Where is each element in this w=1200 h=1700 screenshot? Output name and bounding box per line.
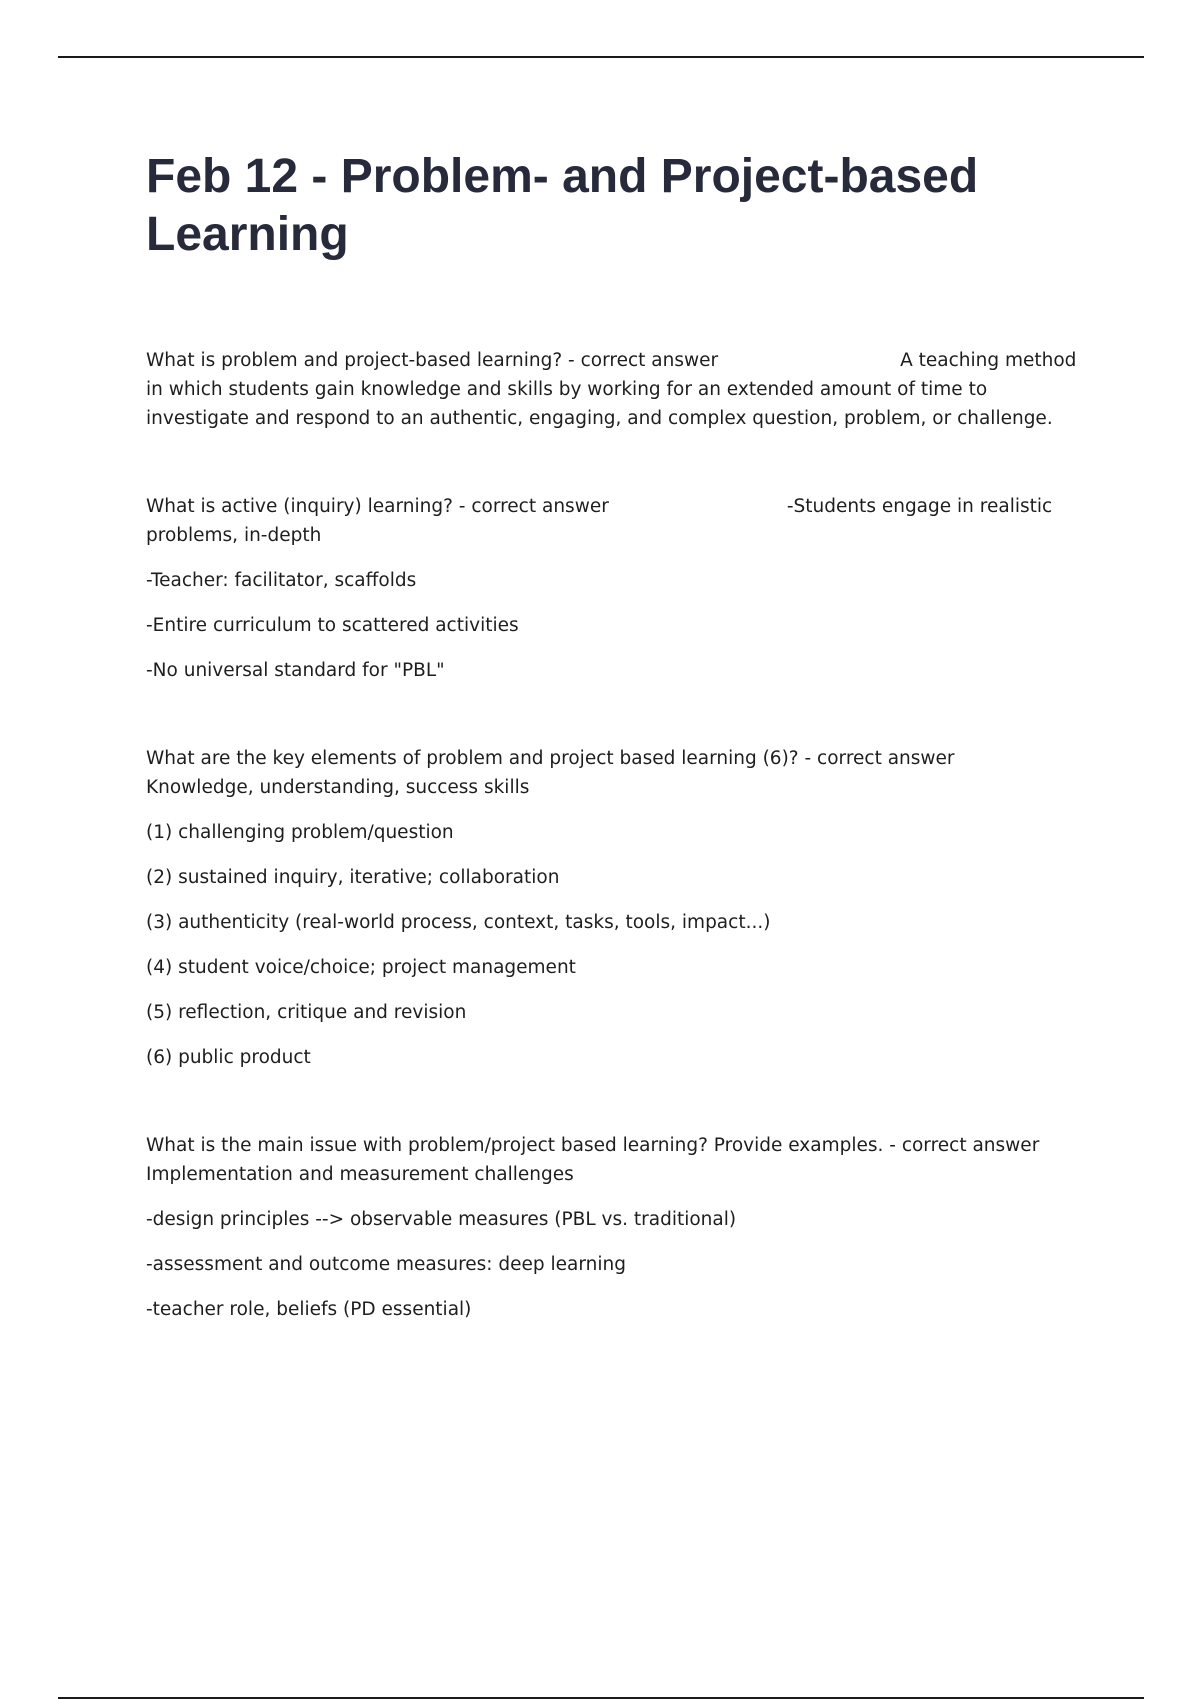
answer-text: Implementation and measurement challenges	[146, 1164, 574, 1185]
list-item: (4) student voice/choice; project management	[146, 957, 576, 978]
question-text: What is active (inquiry) learning? - correct answer	[146, 496, 609, 517]
list-item: (5) reflection, critique and revision	[146, 1002, 467, 1023]
answer-text: A teaching method in which students gain knowledge and skills by working for an extended amount of time to investigate and respond to an authentic, engaging, and complex question, problem, or challenge.	[146, 350, 1077, 429]
qa-section-4	[146, 1131, 1094, 1324]
qa-section-1	[146, 346, 1094, 433]
bottom-rule	[58, 1697, 1144, 1699]
qa-text	[146, 492, 1094, 550]
qa-section-2	[146, 492, 1094, 685]
answer-text: -Students engage in realistic problems, in-depth	[146, 496, 1053, 546]
list-item: -Entire curriculum to scattered activities	[146, 615, 519, 636]
document-body	[146, 346, 1094, 1383]
top-rule	[58, 56, 1144, 58]
list-item: (3) authenticity (real-world process, context, tasks, tools, impact...)	[146, 912, 771, 933]
list-item: -No universal standard for "PBL"	[146, 660, 445, 681]
list-item: (1) challenging problem/question	[146, 822, 454, 843]
qa-text	[146, 346, 1094, 433]
answer-text: Knowledge, understanding, success skills	[146, 777, 530, 798]
qa-text	[146, 1131, 1094, 1189]
list-item: (2) sustained inquiry, iterative; collaboration	[146, 867, 560, 888]
list-item: -assessment and outcome measures: deep learning	[146, 1254, 627, 1275]
question-text: What is problem and project-based learning? - correct answer	[146, 350, 719, 371]
list-item: -design principles --> observable measures (PBL vs. traditional)	[146, 1209, 737, 1230]
list-item: -Teacher: facilitator, scaffolds	[146, 570, 417, 591]
qa-section-3	[146, 744, 1094, 1072]
list-item: (6) public product	[146, 1047, 311, 1068]
page-title: Feb 12 - Problem- and Project-based Learning	[146, 150, 979, 261]
list-item: -teacher role, beliefs (PD essential)	[146, 1299, 472, 1320]
question-text: What is the main issue with problem/project based learning? Provide examples. - correct answer	[146, 1135, 1040, 1156]
question-text: What are the key elements of problem and project based learning (6)? - correct answer	[146, 748, 955, 769]
qa-text	[146, 744, 1094, 802]
